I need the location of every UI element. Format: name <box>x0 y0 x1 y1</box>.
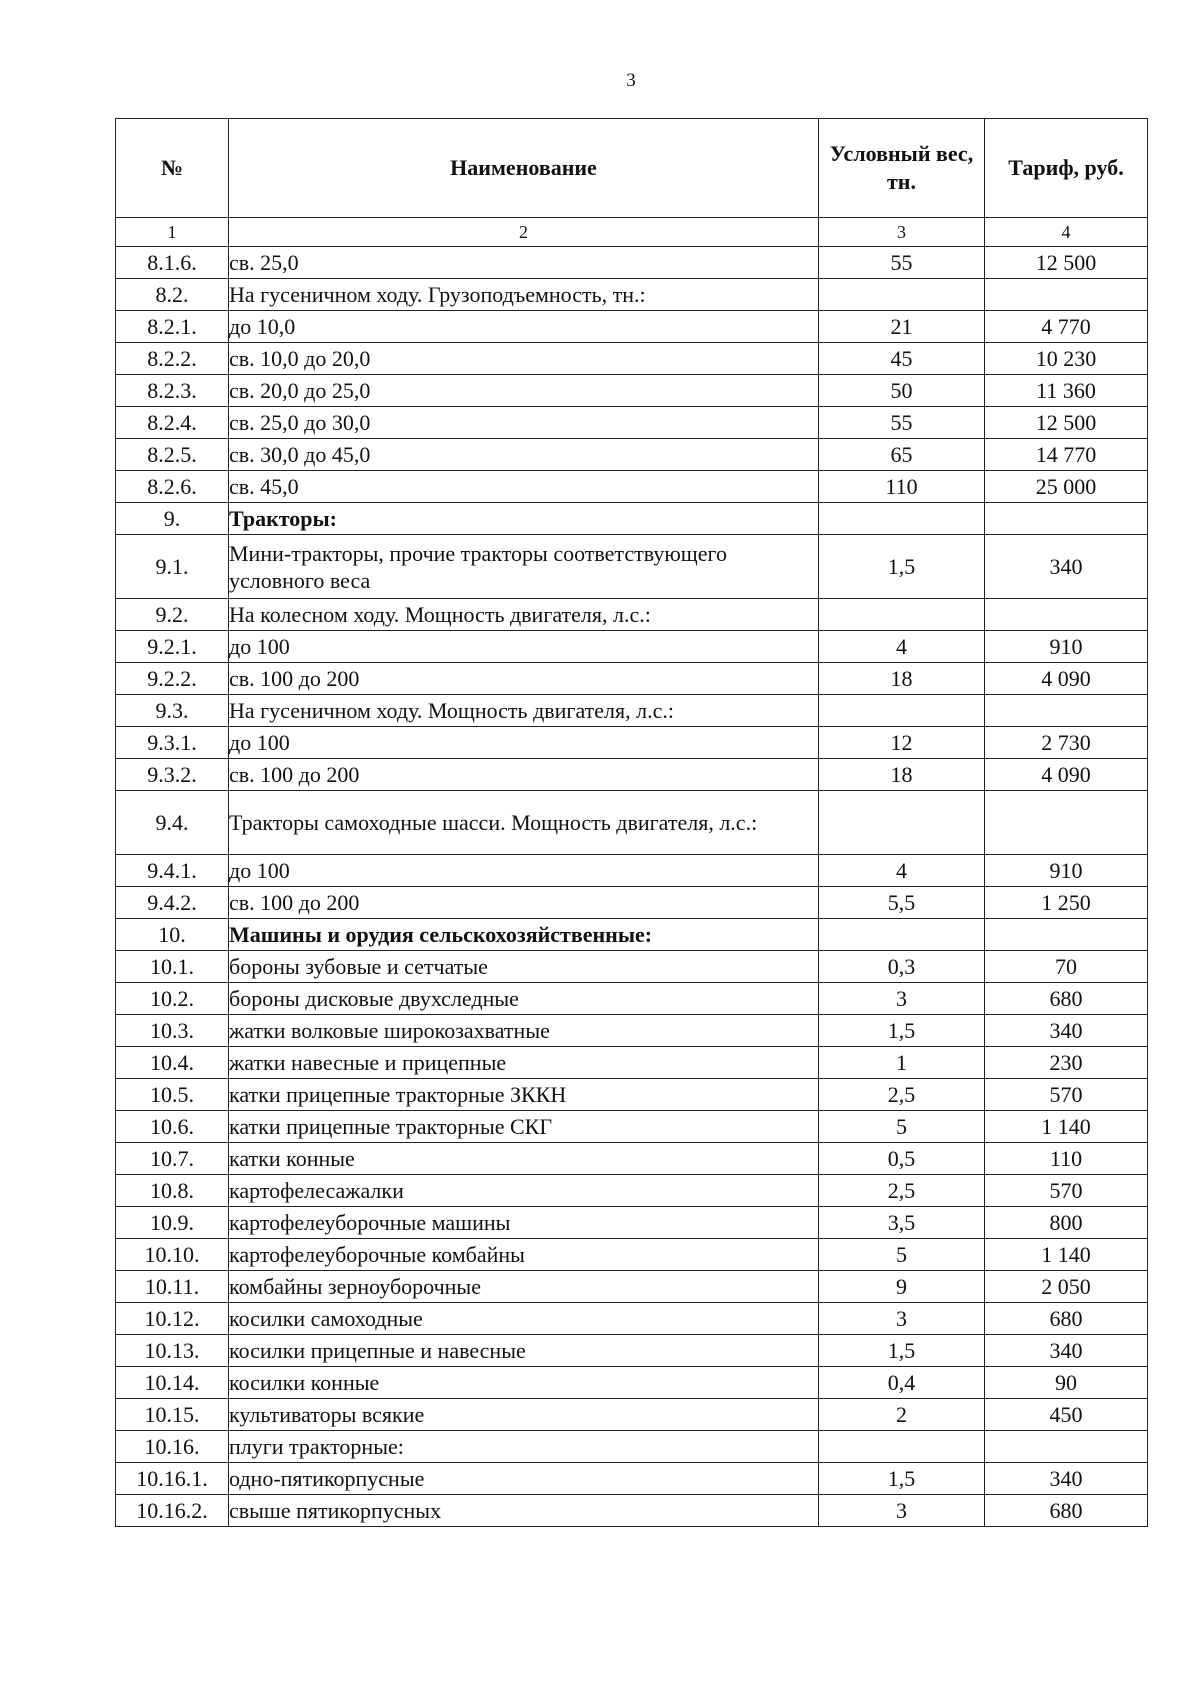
row-number-cell: 8.1.6. <box>116 247 229 279</box>
row-name-cell: св. 10,0 до 20,0 <box>229 343 819 375</box>
row-weight-cell: 2 <box>819 1399 985 1431</box>
row-weight-cell: 1,5 <box>819 1015 985 1047</box>
row-name-cell: св. 45,0 <box>229 471 819 503</box>
row-weight-cell <box>819 279 985 311</box>
row-tariff-cell: 11 360 <box>985 375 1148 407</box>
row-name-cell: св. 100 до 200 <box>229 663 819 695</box>
row-tariff-cell: 340 <box>985 1015 1148 1047</box>
row-tariff-cell: 340 <box>985 1335 1148 1367</box>
row-number-cell: 9.2. <box>116 599 229 631</box>
table-row <box>116 631 1148 663</box>
row-tariff-cell: 110 <box>985 1143 1148 1175</box>
row-number-cell: 9.4.1. <box>116 855 229 887</box>
row-number-cell: 10.3. <box>116 1015 229 1047</box>
row-weight-cell: 0,5 <box>819 1143 985 1175</box>
row-weight-cell: 3,5 <box>819 1207 985 1239</box>
row-tariff-cell: 230 <box>985 1047 1148 1079</box>
row-name-cell: св. 100 до 200 <box>229 759 819 791</box>
table-row <box>116 1303 1148 1335</box>
header-num: № <box>116 119 229 218</box>
row-name-cell: На гусеничном ходу. Грузоподъемность, тн.: <box>229 279 819 311</box>
row-tariff-cell: 4 090 <box>985 663 1148 695</box>
table-row <box>116 1143 1148 1175</box>
row-weight-cell: 5,5 <box>819 887 985 919</box>
row-number-cell: 10.2. <box>116 983 229 1015</box>
row-weight-cell: 9 <box>819 1271 985 1303</box>
row-name-cell: На колесном ходу. Мощность двигателя, л.с.: <box>229 599 819 631</box>
row-name-cell: картофелеуборочные комбайны <box>229 1239 819 1271</box>
table-row <box>116 663 1148 695</box>
row-name-cell: картофелеуборочные машины <box>229 1207 819 1239</box>
row-tariff-cell: 570 <box>985 1175 1148 1207</box>
table-row <box>116 1111 1148 1143</box>
table-row <box>116 1399 1148 1431</box>
page-number: 3 <box>626 70 636 91</box>
row-number-cell: 10.4. <box>116 1047 229 1079</box>
row-tariff-cell: 2 050 <box>985 1271 1148 1303</box>
row-tariff-cell: 70 <box>985 951 1148 983</box>
table-row <box>116 503 1148 535</box>
row-weight-cell <box>819 599 985 631</box>
row-weight-cell: 0,4 <box>819 1367 985 1399</box>
row-tariff-cell: 12 500 <box>985 407 1148 439</box>
row-name-cell: Тракторы: <box>229 503 819 535</box>
row-weight-cell: 18 <box>819 663 985 695</box>
table-row <box>116 1239 1148 1271</box>
row-weight-cell: 4 <box>819 855 985 887</box>
table-row <box>116 1431 1148 1463</box>
table-row <box>116 887 1148 919</box>
row-weight-cell: 5 <box>819 1111 985 1143</box>
row-weight-cell: 4 <box>819 631 985 663</box>
row-weight-cell: 2,5 <box>819 1175 985 1207</box>
row-name-cell: культиваторы всякие <box>229 1399 819 1431</box>
table-row <box>116 727 1148 759</box>
row-tariff-cell: 1 140 <box>985 1111 1148 1143</box>
row-tariff-cell: 1 140 <box>985 1239 1148 1271</box>
table-row <box>116 599 1148 631</box>
table-row <box>116 1015 1148 1047</box>
table-row <box>116 1175 1148 1207</box>
table-row <box>116 695 1148 727</box>
row-weight-cell: 1,5 <box>819 1463 985 1495</box>
row-name-cell: жатки навесные и прицепные <box>229 1047 819 1079</box>
row-name-cell: до 100 <box>229 855 819 887</box>
table-row <box>116 1047 1148 1079</box>
row-tariff-cell: 14 770 <box>985 439 1148 471</box>
row-weight-cell: 1,5 <box>819 1335 985 1367</box>
row-weight-cell: 1 <box>819 1047 985 1079</box>
row-number-cell: 8.2.1. <box>116 311 229 343</box>
row-number-cell: 10.16.1. <box>116 1463 229 1495</box>
row-tariff-cell <box>985 599 1148 631</box>
row-name-cell: Тракторы самоходные шасси. Мощность двигателя, л.с.: <box>229 791 819 855</box>
table-row <box>116 375 1148 407</box>
row-weight-cell: 1,5 <box>819 535 985 599</box>
row-tariff-cell: 4 090 <box>985 759 1148 791</box>
row-number-cell: 8.2.6. <box>116 471 229 503</box>
row-weight-cell: 3 <box>819 1303 985 1335</box>
table-row <box>116 1367 1148 1399</box>
row-tariff-cell <box>985 695 1148 727</box>
row-number-cell: 8.2.5. <box>116 439 229 471</box>
row-tariff-cell: 450 <box>985 1399 1148 1431</box>
table-row <box>116 855 1148 887</box>
row-number-cell: 8.2. <box>116 279 229 311</box>
row-tariff-cell <box>985 919 1148 951</box>
row-tariff-cell: 1 250 <box>985 887 1148 919</box>
row-name-cell: до 10,0 <box>229 311 819 343</box>
row-number-cell: 8.2.3. <box>116 375 229 407</box>
row-weight-cell: 0,3 <box>819 951 985 983</box>
row-number-cell: 10.5. <box>116 1079 229 1111</box>
table-row <box>116 1207 1148 1239</box>
row-number-cell: 10.8. <box>116 1175 229 1207</box>
table-header-row <box>116 119 1148 218</box>
row-weight-cell <box>819 503 985 535</box>
row-weight-cell: 5 <box>819 1239 985 1271</box>
table-row <box>116 791 1148 855</box>
row-name-cell: комбайны зерноуборочные <box>229 1271 819 1303</box>
row-tariff-cell: 90 <box>985 1367 1148 1399</box>
row-number-cell: 9.1. <box>116 535 229 599</box>
row-tariff-cell: 800 <box>985 1207 1148 1239</box>
row-name-cell: Мини-тракторы, прочие тракторы соответствующего условного веса <box>229 535 819 599</box>
row-number-cell: 9.3.1. <box>116 727 229 759</box>
table-row <box>116 1271 1148 1303</box>
row-number-cell: 10.7. <box>116 1143 229 1175</box>
row-weight-cell: 55 <box>819 247 985 279</box>
row-tariff-cell: 12 500 <box>985 247 1148 279</box>
row-weight-cell: 65 <box>819 439 985 471</box>
row-weight-cell <box>819 919 985 951</box>
header-name: Наименование <box>229 119 819 218</box>
row-name-cell: катки конные <box>229 1143 819 1175</box>
row-name-cell: бороны зубовые и сетчатые <box>229 951 819 983</box>
row-number-cell: 9.4. <box>116 791 229 855</box>
row-weight-cell: 110 <box>819 471 985 503</box>
table-row <box>116 951 1148 983</box>
row-name-cell: Машины и орудия сельскохозяйственные: <box>229 919 819 951</box>
row-name-cell: плуги тракторные: <box>229 1431 819 1463</box>
table-row <box>116 439 1148 471</box>
table-row <box>116 1463 1148 1495</box>
header-tariff: Тариф, руб. <box>985 119 1148 218</box>
row-name-cell: бороны дисковые двухследные <box>229 983 819 1015</box>
row-weight-cell <box>819 695 985 727</box>
column-number: 1 <box>116 218 229 247</box>
table-row <box>116 919 1148 951</box>
table-row <box>116 1335 1148 1367</box>
row-name-cell: до 100 <box>229 727 819 759</box>
row-name-cell: жатки волковые широкозахватные <box>229 1015 819 1047</box>
row-number-cell: 10. <box>116 919 229 951</box>
row-weight-cell <box>819 791 985 855</box>
row-tariff-cell <box>985 791 1148 855</box>
row-number-cell: 9.2.2. <box>116 663 229 695</box>
table-row <box>116 311 1148 343</box>
row-number-cell: 10.16. <box>116 1431 229 1463</box>
row-weight-cell: 3 <box>819 1495 985 1527</box>
column-number: 4 <box>985 218 1148 247</box>
row-name-cell: катки прицепные тракторные СКГ <box>229 1111 819 1143</box>
tariff-table <box>115 118 1148 1527</box>
row-tariff-cell: 2 730 <box>985 727 1148 759</box>
row-tariff-cell: 680 <box>985 1495 1148 1527</box>
row-name-cell: св. 100 до 200 <box>229 887 819 919</box>
header-weight: Условный вес, тн. <box>819 119 985 218</box>
row-name-cell: одно-пятикорпусные <box>229 1463 819 1495</box>
table-row <box>116 1495 1148 1527</box>
row-weight-cell: 45 <box>819 343 985 375</box>
row-tariff-cell: 340 <box>985 535 1148 599</box>
row-name-cell: косилки самоходные <box>229 1303 819 1335</box>
column-number-row <box>116 218 1148 247</box>
table-row <box>116 983 1148 1015</box>
row-tariff-cell: 570 <box>985 1079 1148 1111</box>
row-weight-cell: 50 <box>819 375 985 407</box>
row-number-cell: 10.9. <box>116 1207 229 1239</box>
row-tariff-cell: 4 770 <box>985 311 1148 343</box>
table-row <box>116 535 1148 599</box>
row-name-cell: косилки конные <box>229 1367 819 1399</box>
row-number-cell: 9.4.2. <box>116 887 229 919</box>
row-name-cell: св. 30,0 до 45,0 <box>229 439 819 471</box>
row-tariff-cell <box>985 503 1148 535</box>
table-row <box>116 279 1148 311</box>
row-number-cell: 10.1. <box>116 951 229 983</box>
row-number-cell: 8.2.4. <box>116 407 229 439</box>
row-weight-cell: 12 <box>819 727 985 759</box>
row-number-cell: 9.3.2. <box>116 759 229 791</box>
row-name-cell: На гусеничном ходу. Мощность двигателя, л.с.: <box>229 695 819 727</box>
row-number-cell: 10.10. <box>116 1239 229 1271</box>
row-name-cell: косилки прицепные и навесные <box>229 1335 819 1367</box>
row-number-cell: 8.2.2. <box>116 343 229 375</box>
row-number-cell: 10.12. <box>116 1303 229 1335</box>
column-number: 3 <box>819 218 985 247</box>
table-row <box>116 1079 1148 1111</box>
table-row <box>116 407 1148 439</box>
row-tariff-cell: 680 <box>985 983 1148 1015</box>
row-number-cell: 10.16.2. <box>116 1495 229 1527</box>
row-weight-cell: 21 <box>819 311 985 343</box>
row-tariff-cell: 340 <box>985 1463 1148 1495</box>
row-name-cell: свыше пятикорпусных <box>229 1495 819 1527</box>
row-weight-cell: 18 <box>819 759 985 791</box>
row-number-cell: 9.2.1. <box>116 631 229 663</box>
table-row <box>116 471 1148 503</box>
row-tariff-cell: 25 000 <box>985 471 1148 503</box>
table-row <box>116 343 1148 375</box>
table-row <box>116 247 1148 279</box>
row-number-cell: 10.13. <box>116 1335 229 1367</box>
row-tariff-cell: 910 <box>985 631 1148 663</box>
row-name-cell: катки прицепные тракторные ЗККН <box>229 1079 819 1111</box>
column-number: 2 <box>229 218 819 247</box>
row-tariff-cell: 910 <box>985 855 1148 887</box>
table-row <box>116 759 1148 791</box>
row-name-cell: св. 20,0 до 25,0 <box>229 375 819 407</box>
row-tariff-cell: 680 <box>985 1303 1148 1335</box>
row-number-cell: 9.3. <box>116 695 229 727</box>
row-name-cell: св. 25,0 до 30,0 <box>229 407 819 439</box>
row-number-cell: 10.15. <box>116 1399 229 1431</box>
row-name-cell: до 100 <box>229 631 819 663</box>
row-tariff-cell <box>985 279 1148 311</box>
row-weight-cell <box>819 1431 985 1463</box>
row-weight-cell: 55 <box>819 407 985 439</box>
row-number-cell: 9. <box>116 503 229 535</box>
row-name-cell: св. 25,0 <box>229 247 819 279</box>
row-number-cell: 10.11. <box>116 1271 229 1303</box>
table-body <box>116 247 1148 1527</box>
row-tariff-cell: 10 230 <box>985 343 1148 375</box>
row-weight-cell: 2,5 <box>819 1079 985 1111</box>
row-number-cell: 10.14. <box>116 1367 229 1399</box>
row-weight-cell: 3 <box>819 983 985 1015</box>
row-tariff-cell <box>985 1431 1148 1463</box>
row-number-cell: 10.6. <box>116 1111 229 1143</box>
row-name-cell: картофелесажалки <box>229 1175 819 1207</box>
